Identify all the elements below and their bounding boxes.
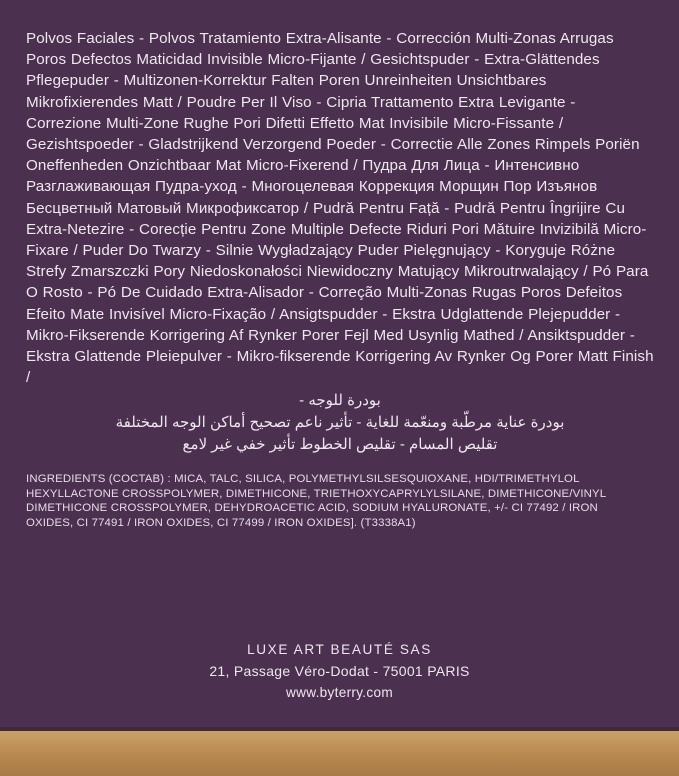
- arabic-description-block: [26, 390, 654, 456]
- manufacturer-footer: [0, 640, 679, 704]
- arabic-title: بودرة للوجه -: [299, 392, 381, 410]
- arabic-line-1: بودرة عناية مرطّبة ومنعّمة للغاية - تأثير ناعم تصحيح أماكن الوجه المختلفة: [115, 414, 565, 432]
- arabic-line-2: تقليص المسام - تقليص الخطوط تأثير خفي غير لامع: [182, 436, 498, 454]
- packaging-bottom-edge: [0, 731, 679, 776]
- company-website: www.byterry.com: [286, 685, 393, 700]
- product-names-multilingual: Polvos Faciales - Polvos Tratamiento Extra-Alisante - Corrección Multi-Zonas Arrugas Poros Defectos Maticidad Invisible Micro-Fijante / Gesichtspuder - Extra-Glättendes Pflegepuder - Multizonen-Korrektur Falten Poren Unreinheiten Unsichtbares Mikrofixierendes Matt / Poudre Per Il Viso - Cipria Trattamento Extra Levigante - Correzione Multi-Zone Rughe Pori Difetti Effetto Mat Invisibile Micro-Fissante / Gezishtspoeder - Gladstrijkend Verzorgend Poeder - Correctie Alle Zones Rimpels Poriën Oneffenheden Onzichtbaar Mat Micro-Fixerend / Пудра Для Лица - Интенсивно Разглаживающая Пудра-уход - Многоцелевая Коррекция Морщин Пор Изъянов Бесцветный Матовый Микрофиксатор / Pudră Pentru Față - Pudră Pentru Îngrijire Cu Extra-Netezire - Corecție Pentru Zone Multiple Defecte Riduri Pori Mătuire Invizibilă Micro-Fixare / Puder Do Twarzy - Silnie Wygładzający Puder Pielęgnujący - Koryguje Różne Strefy Zmarszczki Pory Niedoskonałości Niewidoczny Matujący Mikroutrwalający / Pó Para O Rosto - Pó De Cuidado Extra-Alisador - Correção Multi-Zonas Rugas Poros Defeitos Efeito Mate Invisível Micro-Fixação / Ansigtspudder - Ekstra Udglattende Plejepudder - Mikro-Fikserende Korrigering Af Rynker Porer Fejl Med Usynlig Mathed / Ansiktspudder - Ekstra Glattende Pleiepulver - Mikro-fikserende Korrigering Av Rynker Og Porer Matt Finish /: [26, 30, 654, 387]
- product-description-block: [26, 28, 654, 456]
- company-name: LUXE ART BEAUTÉ SAS: [247, 642, 432, 657]
- ingredients-label: INGREDIENTS (COCTAB) :: [26, 473, 171, 485]
- ingredients-list: MICA, TALC, SILICA, POLYMETHYLSILSESQUIOXANE, HDI/TRIMETHYLOL HEXYLLACTONE CROSSPOLYMER, DIMETHICONE, TRIETHOXYCAPRYLYLSILANE, DIMETHICONE/VINYL DIMETHICONE CROSSPOLYMER, DEHYDROACETIC ACID, SODIUM HYALURONATE, +/- CI 77492 / IRON OXIDES, CI 77491 / IRON OXIDES, CI 77499 / IRON OXIDES]. (T3338A1): [26, 473, 606, 529]
- company-address: 21, Passage Véro-Dodat - 75001 PARIS: [209, 663, 470, 679]
- ingredients-block: [26, 472, 626, 530]
